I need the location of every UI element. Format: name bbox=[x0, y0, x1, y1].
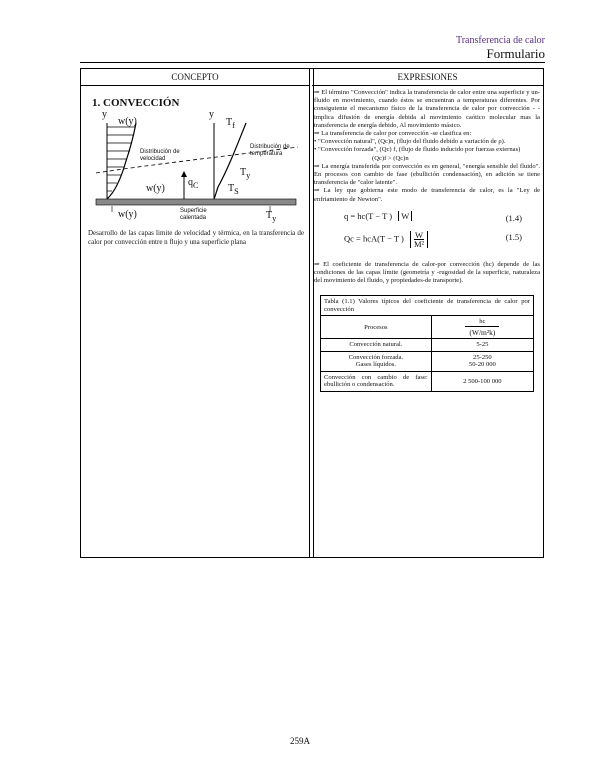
free-stream-temperature-label: $T_f$ bbox=[226, 117, 235, 130]
column-header-expresiones: EXPRESIONES bbox=[312, 69, 543, 86]
column-header-concepto: CONCEPTO bbox=[81, 69, 309, 86]
figure-description: Desarrollo de las capas limite de velocidad y térmica, en la transferencia de calor por convección entre n flujo y una superficie plana bbox=[88, 229, 304, 246]
heat-flux-arrowhead bbox=[181, 171, 187, 177]
temperature-distribution-label: Distribución de temperatura bbox=[250, 144, 290, 157]
heat-flux-label: $q_C$ bbox=[188, 177, 199, 190]
formula-table bbox=[80, 68, 544, 558]
velocity-arrows bbox=[107, 127, 135, 191]
equation-1-4-number: (1.4) bbox=[505, 212, 522, 223]
equation-1-5-units: $\frac{W}{\text{M²}}$ bbox=[410, 231, 428, 248]
expressions-column bbox=[314, 89, 540, 392]
paragraph-coefficient: ⇒ El coeficiente de transferencia de calor-por convección (hc) depende de las condiciones de las capas límite (geometría y -rugosidad de la superficie, naturaleza del movimiento del fluido, y propiedades-de transporte). bbox=[314, 260, 540, 285]
bullet-natural-convection: • "Convección natural", (Qc)n, (flujo del fluido debido a variación de ρ). bbox=[314, 138, 506, 146]
equation-1-4-units: W bbox=[398, 211, 412, 221]
velocity-profile-curve bbox=[107, 123, 136, 199]
local-temperature-label: $T_y$ bbox=[240, 167, 251, 180]
page-number: 259A bbox=[290, 736, 310, 746]
velocity-label-bottom: w(y) bbox=[118, 209, 137, 220]
table-header-procesos: Procesos bbox=[321, 316, 432, 339]
velocity-distribution-label: Distribución de velocidad bbox=[140, 149, 180, 162]
equation-1-4 bbox=[314, 212, 540, 228]
table-row: Convección con cambio de fase: ebullición o condensación. 2 500-100 000 bbox=[321, 371, 534, 391]
convection-coefficient-table bbox=[320, 295, 534, 392]
equation-1-5-body: Qc = hcA(T − T ) bbox=[344, 233, 406, 244]
velocity-label-mid: w(y) bbox=[146, 183, 165, 194]
table-header-hc: hc (W/m²k) bbox=[431, 316, 533, 339]
comparison-expression: (Qc)f > (Qc)n bbox=[372, 154, 409, 162]
boundary-layer-figure bbox=[88, 109, 304, 225]
table-row: Convección natural. 5-25 bbox=[321, 339, 534, 352]
equation-1-4-body: q = hc(T − T ) bbox=[344, 210, 395, 221]
temperature-y-label: y bbox=[209, 109, 214, 120]
header-title: Formulario bbox=[486, 46, 545, 61]
velocity-label-top: w(y) bbox=[118, 116, 137, 127]
table-row: Convección forzada. Gases líquidos. 25-250 50-20 000 bbox=[321, 351, 534, 371]
equation-1-5 bbox=[314, 231, 540, 251]
table-caption: Tabla (1.1) Valores típicos del coeficiente de transferencia de calor por convección bbox=[321, 296, 534, 316]
paragraph-newton-law: ⇒ La ley que gobierna este modo de transferencia de calor, es la "Ley de enfriamiento de Newton". bbox=[314, 187, 540, 203]
velocity-y-label: y bbox=[102, 109, 107, 120]
paragraph-definition: ⇒ El término "Convección" indica la transferencia de calor entre una superficie y un-fluido en movimiento, cuando éstos se encuentran a temperaturas diferentes. Por consiguiente el mecanismo físico de la transferencia de calor por convección - -implica difusión de energía debida al movimiento caótico molecular mas la transferencia de energía debido, Al movimiento másico. bbox=[314, 89, 540, 129]
header-rule bbox=[80, 62, 545, 63]
bullet-forced-convection: • "Convección forzada", (Qc) f, (flujo de fluido inducido por fuerzas externas) bbox=[314, 146, 521, 154]
heated-surface bbox=[96, 199, 296, 205]
paragraph-sensible-energy: ⇒ La energía transferida por convección es en general, "energía sensible del fluido". En procesos con cambio de fase (ebullición condensación), en adición se tiene transferencia de "calor latente". bbox=[314, 162, 540, 187]
concept-column bbox=[88, 93, 304, 247]
header-subject: Transferencia de calor bbox=[455, 35, 545, 46]
temperature-label-bottom: $T_y$ bbox=[266, 210, 277, 223]
paragraph-classification: ⇒ La transferencia de calor por convección -se clasifica en: bbox=[314, 130, 472, 138]
section-title: 1. CONVECCIÓN bbox=[92, 97, 180, 109]
surface-temperature-label: $T_S$ bbox=[228, 183, 239, 196]
heated-surface-label: Superficie calentada bbox=[180, 208, 207, 221]
equation-1-5-number: (1.5) bbox=[505, 231, 522, 242]
